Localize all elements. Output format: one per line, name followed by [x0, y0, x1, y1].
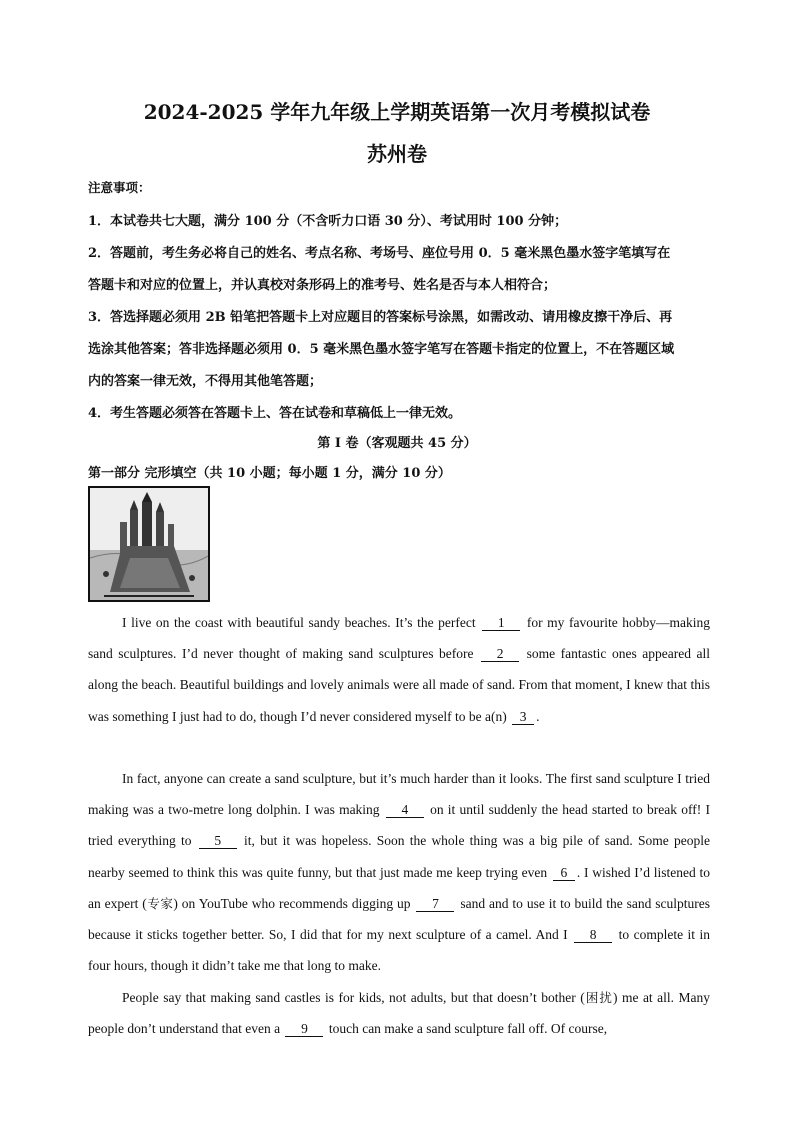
part-title: 第一部分 完形填空（共 10 小题；每小题 1 分，满分 10 分） [88, 466, 451, 481]
blank-8[interactable]: 8 [574, 927, 612, 943]
note-line: 内的答案一律无效，不得用其他笔答题； [88, 374, 323, 389]
blank-2[interactable]: 2 [481, 646, 519, 662]
passage-paragraph-3: People say that making sand castles is for kids, not adults, but that doesn’t bother (困扰) me at all. Many people don’t understand that even a 9 touch can make a sand sculpture fall off. Of course, [88, 990, 710, 1037]
note-line: 3．答选择题必须用 2B 铅笔把答题卡上对应题目的答案标号涂黑，如需改动、请用橡皮擦干净后、再 [88, 310, 673, 325]
notes-heading: 注意事项： [88, 180, 151, 195]
note-line: 4．考生答题必须答在答题卡上、答在试卷和草稿低上一律无效。 [88, 406, 462, 421]
sandcastle-photo [88, 486, 210, 602]
sandcastle-icon [90, 488, 208, 600]
section-title: 第 I 卷（客观题共 45 分） [317, 436, 477, 451]
passage-paragraph-2: In fact, anyone can create a sand sculpture, but it’s much harder than it looks. The first sand sculpture I tried making was a two-metre long dolphin. I was making 4 on it until suddenly the head started to break off! I tried everything to 5 it, but it was hopeless. Soon the whole thing was a big pile of sand. Some people nearby seemed to think this was quite funny, but that just made me keep trying even 6 . I wished I’d listened to an expert (专家) on YouTube who recommends digging up 7 sand and to use it to build the sand sculptures because it sticks together better. So, I did that for my next sculpture of a camel. And I 8 to complete it in four hours, though it didn’t take me that long to make. [88, 771, 711, 974]
note-line: 选涂其他答案；答非选择题必须用 0．5 毫米黑色墨水签字笔写在答题卡指定的位置上，不在答题区域 [88, 342, 675, 357]
note-line: 答题卡和对应的位置上，并认真校对条形码上的准考号、姓名是否与本人相符合； [88, 278, 557, 293]
blank-5[interactable]: 5 [199, 833, 237, 849]
exam-subtitle: 苏州卷 [367, 142, 427, 166]
note-line: 1．本试卷共七大题，满分 100 分（不含听力口语 30 分）、考试用时 100 分钟； [88, 214, 568, 229]
exam-title: 2024-2025 学年九年级上学期英语第一次月考模拟试卷 [143, 100, 651, 124]
blank-6[interactable]: 6 [553, 865, 575, 881]
blank-3[interactable]: 3 [512, 709, 534, 725]
blank-1[interactable]: 1 [482, 615, 520, 631]
blank-9[interactable]: 9 [285, 1021, 323, 1037]
note-line: 2．答题前，考生务必将自己的姓名、考点名称、考场号、座位号用 0．5 毫米黑色墨水签字笔填写在 [88, 246, 671, 261]
blank-4[interactable]: 4 [386, 802, 424, 818]
passage-paragraph-1: I live on the coast with beautiful sandy beaches. It’s the perfect 1 for my favourite hobby—making sand sculptures. I’d never thought of making sand sculptures before 2 some fantastic ones appeared all along the beach. Beautiful buildings and lovely animals were all made of sand. From that moment, I knew that this was something I just had to do, though I’d never considered myself to be a(n) 3 . [88, 615, 711, 724]
blank-7[interactable]: 7 [416, 896, 454, 912]
